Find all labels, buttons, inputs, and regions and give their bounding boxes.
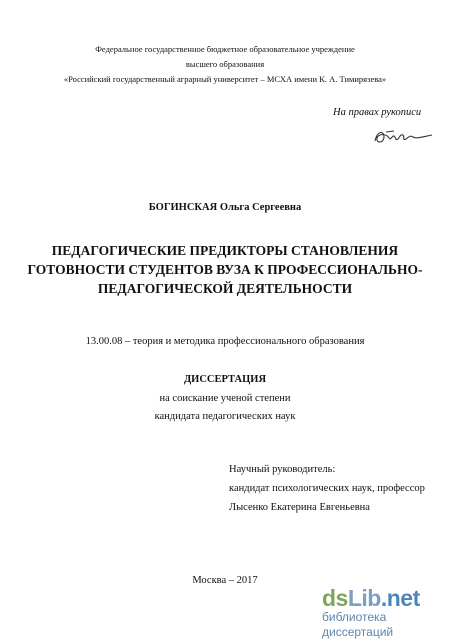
watermark-logo-part-lib: Lib	[347, 585, 381, 611]
degree-line-2: кандидата педагогических наук	[154, 411, 296, 422]
handwritten-signature	[372, 126, 434, 148]
dissertation-title	[0, 241, 450, 298]
supervisor-label: Научный руководитель:	[229, 464, 336, 475]
watermark-logo-part-net: .net	[380, 585, 420, 611]
institution-line-3: «Российский государственный аграрный университет – МСХА имени К. А. Тимирязева»	[63, 74, 387, 84]
institution-line-2: высшего образования	[185, 59, 265, 69]
title-line-3: ПЕДАГОГИЧЕСКОЙ ДЕЯТЕЛЬНОСТИ	[97, 281, 353, 296]
dslib-watermark	[322, 586, 448, 640]
manuscript-note: На правах рукописи	[333, 107, 422, 118]
supervisor-credentials: кандидат психологических наук, профессор	[229, 483, 425, 494]
title-line-1: ПЕДАГОГИЧЕСКИЕ ПРЕДИКТОРЫ СТАНОВЛЕНИЯ	[51, 243, 399, 258]
document-type: ДИССЕРТАЦИЯ	[183, 374, 267, 385]
watermark-logo-part-ds: ds	[322, 585, 348, 611]
watermark-logo	[322, 586, 448, 610]
author-name: БОГИНСКАЯ Ольга Сергеевна	[148, 202, 302, 213]
specialty-code: 13.00.08 – теория и методика профессионального образования	[85, 336, 365, 347]
watermark-subtitle: библиотека диссертаций	[322, 610, 394, 639]
title-line-2: ГОТОВНОСТИ СТУДЕНТОВ ВУЗА К ПРОФЕССИОНАЛЬНО-	[27, 262, 423, 277]
supervisor-name: Лысенко Екатерина Евгеньевна	[229, 502, 370, 513]
institution-line-1: Федеральное государственное бюджетное образовательное учреждение	[95, 44, 355, 54]
city-year: Москва – 2017	[192, 575, 258, 586]
degree-line-1: на соискание ученой степени	[159, 393, 291, 404]
